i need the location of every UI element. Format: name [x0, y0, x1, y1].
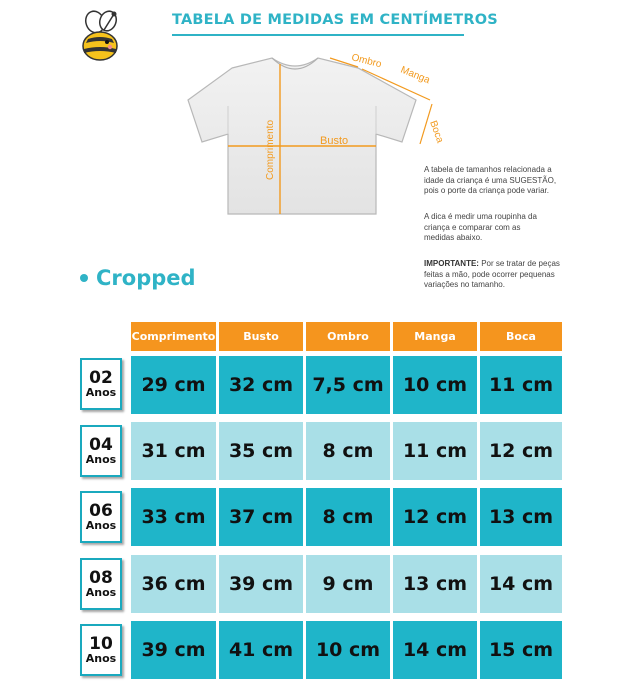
table-cell: 39 cm	[131, 621, 216, 679]
note-tip: A dica é medir uma roupinha da criança e comparar com as medidas abaixo.	[424, 212, 537, 242]
table-cell: 39 cm	[219, 555, 303, 613]
note-important: IMPORTANTE: Por se tratar de peças feitas a mão, pode ocorrer pequenas variações no tamanho.	[424, 259, 560, 289]
header-comprimento: Comprimento	[131, 322, 216, 351]
table-cell: 11 cm	[393, 422, 477, 480]
table-cell: 33 cm	[131, 488, 216, 546]
busto-label: Busto	[320, 135, 349, 147]
title-underline	[172, 34, 464, 36]
table-cell: 14 cm	[480, 555, 562, 613]
table-cell: 15 cm	[480, 621, 562, 679]
age-10: 10 Anos	[80, 624, 122, 676]
boca-label: Boca	[427, 119, 446, 145]
header-boca: Boca	[480, 322, 562, 351]
table-cell: 31 cm	[131, 422, 216, 480]
table-cell: 13 cm	[480, 488, 562, 546]
bee-logo-icon	[74, 8, 126, 64]
age-08: 08 Anos	[80, 558, 122, 610]
header-manga: Manga	[393, 322, 477, 351]
comprimento-label: Comprimento	[265, 119, 276, 180]
ombro-label: Ombro	[350, 52, 383, 71]
manga-label: Manga	[398, 64, 432, 87]
header-ombro: Ombro	[306, 322, 390, 351]
bullet-dot-icon	[80, 274, 88, 282]
table-cell: 9 cm	[306, 555, 390, 613]
header-busto: Busto	[219, 322, 303, 351]
page-title: TABELA DE MEDIDAS EM CENTÍMETROS	[172, 12, 498, 28]
table-cell: 29 cm	[131, 356, 216, 414]
table-cell: 11 cm	[480, 356, 562, 414]
table-cell: 12 cm	[480, 422, 562, 480]
table-cell: 10 cm	[306, 621, 390, 679]
table-cell: 14 cm	[393, 621, 477, 679]
age-02: 02 Anos	[80, 358, 122, 410]
table-cell: 8 cm	[306, 488, 390, 546]
table-cell: 13 cm	[393, 555, 477, 613]
table-cell: 12 cm	[393, 488, 477, 546]
table-cell: 32 cm	[219, 356, 303, 414]
table-cell: 8 cm	[306, 422, 390, 480]
table-cell: 7,5 cm	[306, 356, 390, 414]
table-cell: 37 cm	[219, 488, 303, 546]
shirt-measurement-diagram	[180, 40, 450, 225]
table-cell: 36 cm	[131, 555, 216, 613]
table-cell: 41 cm	[219, 621, 303, 679]
age-04: 04 Anos	[80, 425, 122, 477]
table-cell: 35 cm	[219, 422, 303, 480]
section-title: Cropped	[80, 266, 196, 290]
age-06: 06 Anos	[80, 491, 122, 543]
table-cell: 10 cm	[393, 356, 477, 414]
note-suggestion: A tabela de tamanhos relacionada a idade da criança é uma SUGESTÃO, pois o porte da criança pode variar.	[424, 165, 557, 195]
